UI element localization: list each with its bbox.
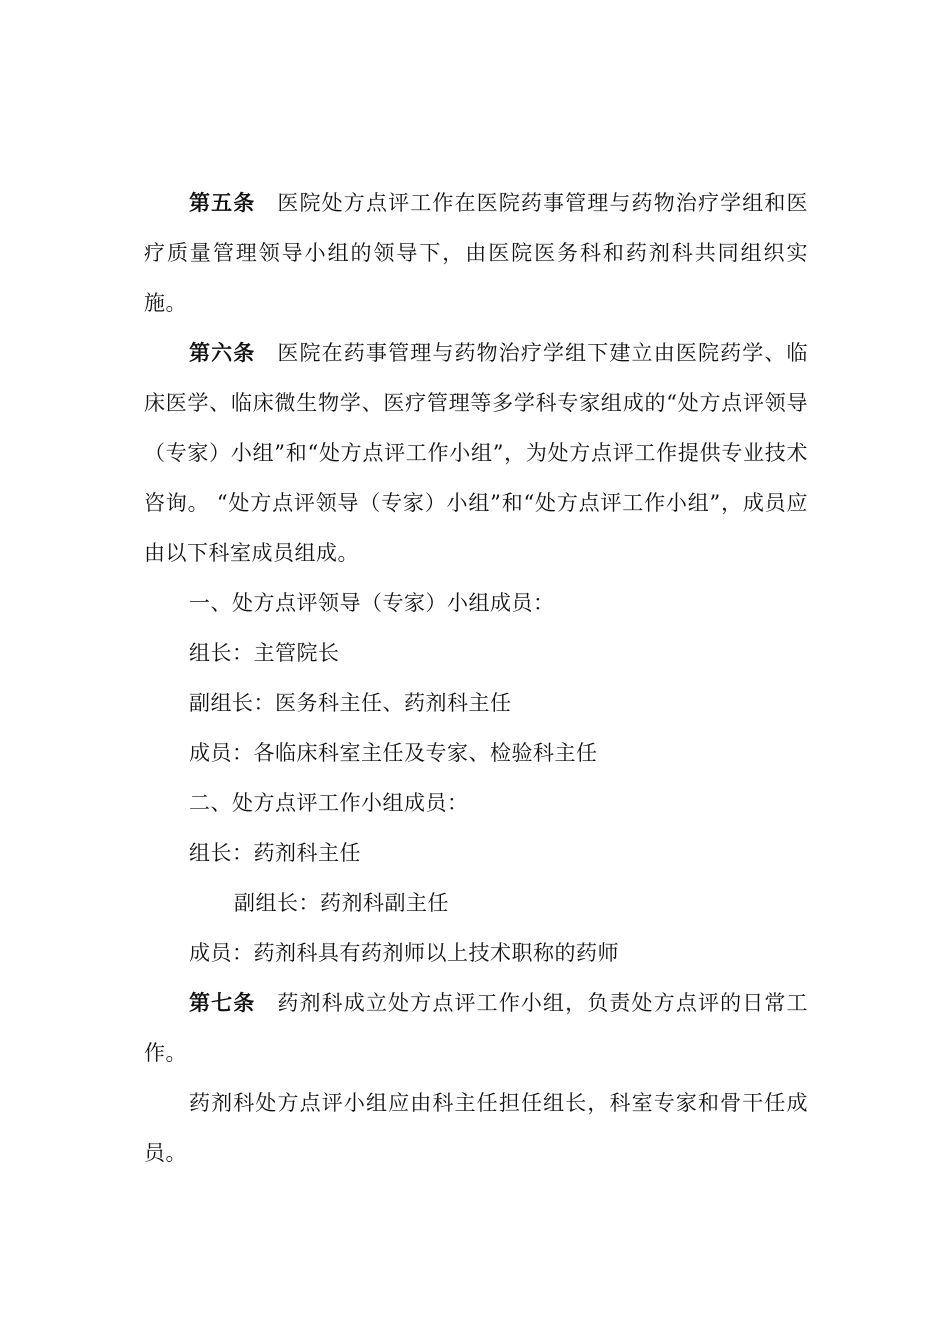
article-6 xyxy=(144,328,808,578)
group1-deputy: 副组长：医务科主任、药剂科主任 xyxy=(189,691,512,715)
document-body xyxy=(144,178,808,1178)
group1-leader: 组长：主管院长 xyxy=(189,641,340,665)
group2-leader: 组长：药剂科主任 xyxy=(189,841,361,865)
group2-title: 二、处方点评工作小组成员： xyxy=(189,791,469,815)
group1-members: 成员：各临床科室主任及专家、检验科主任 xyxy=(189,741,598,765)
article-5 xyxy=(144,178,808,328)
group2-members: 成员：药剂科具有药剂师以上技术职称的药师 xyxy=(189,941,619,965)
group2-deputy: 副组长：药剂科副主任 xyxy=(234,891,449,915)
article-7-heading: 第七条 xyxy=(189,990,256,1015)
article-7-text: 药剂科成立处方点评工作小组，负责处方点评的日常工作。 xyxy=(144,991,809,1065)
article-7 xyxy=(144,978,808,1078)
article-5-text: 医院处方点评工作在医院药事管理与药物治疗学组和医疗质量管理领导小组的领导下，由医院医务科和药剂科共同组织实施。 xyxy=(144,191,809,315)
article-5-heading: 第五条 xyxy=(189,190,256,215)
article-6-heading: 第六条 xyxy=(189,340,256,365)
group1-title: 一、处方点评领导（专家）小组成员： xyxy=(189,591,555,615)
closing-paragraph: 药剂科处方点评小组应由科主任担任组长，科室专家和骨干任成员。 xyxy=(144,1091,808,1165)
article-6-text: 医院在药事管理与药物治疗学组下建立由医院药学、临床医学、临床微生物学、医疗管理等多学科专家组成的“处方点评领导（专家）小组”和“处方点评工作小组”，为处方点评工作提供专业技术咨询。 “处方点评领导（专家）小组”和“处方点评工作小组”，成员应由以下科室成员组成。 xyxy=(144,341,809,565)
